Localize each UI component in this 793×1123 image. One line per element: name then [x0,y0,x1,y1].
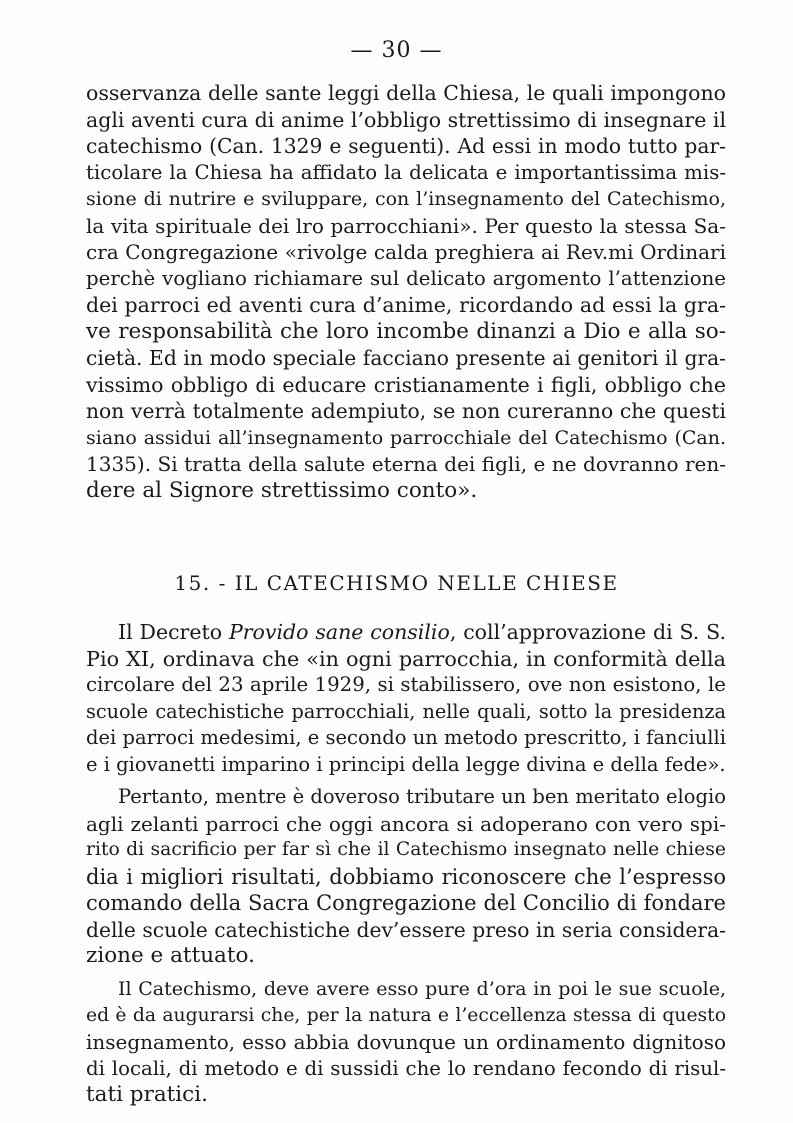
text-line: e i giovanetti imparino i principi della legge divina e della fede». [86,752,726,776]
paragraph-decreto [86,619,726,778]
text-line: vissimo obbligo di educare cristianamente i figli, obbligo che [86,372,726,397]
text-line: catechismo (Can. 1329 e seguenti). Ad essi in modo tutto par- [86,134,726,158]
text-line: Pio XI, ordinava che «in ogni parrocchia, in conformità della [86,646,726,671]
paragraph-catechismo [86,976,726,1109]
text-line: di locali, di metodo e di sussidi che lo rendano fecondo di risul- [86,1056,726,1080]
text-line: circolare del 23 aprile 1929, si stabilissero, ove non esistono, le [86,673,726,696]
text-line: dei parroci ed aventi cura d’anime, ricordando ad essi la gra- [86,293,726,317]
text-line: scuole catechistiche parrocchiali, nelle quali, sotto la presidenza [86,699,726,723]
text-line: agli zelanti parroci che oggi ancora si adoperano con vero spi- [86,811,726,836]
page-number: — 30 — [350,38,443,63]
text-line: dei parroci medesimi, e secondo un metodo prescritto, i fanciulli [86,726,726,749]
text-line: tati pratici. [86,1082,208,1107]
text-line: comando della Sacra Congregazione del Concilio di fondare [86,891,726,915]
text-line: ticolare la Chiesa ha affidato la delicata e importantissima mis- [86,160,726,184]
text-line: ve responsabilità che loro incombe dinanzi a Dio e alla so- [86,318,726,344]
paragraph-quotation-continuation [86,80,726,504]
text-line: cra Congregazione «rivolge calda preghiera ai Rev.mi Ordinari [86,240,726,264]
text-line: cietà. Ed in modo speciale facciano presente ai genitori il gra- [86,346,726,370]
text-line: 1335). Si tratta della salute eterna dei figli, e ne dovranno ren- [86,452,726,476]
text-line: osservanza delle sante leggi della Chiesa, le quali impongono [86,81,726,105]
text-line: non verrà totalmente adempiuto, se non cureranno che questi [86,399,726,423]
text-line: ed è da augurarsi che, per la natura e l’eccellenza stessa di questo [86,1004,726,1026]
text-line: dia i migliori risultati, dobbiamo riconoscere che l’espresso [86,864,726,889]
text-line [86,619,726,646]
text-line: dere al Signore strettissimo conto». [86,477,478,503]
text-line: la vita spirituale dei lro parrocchiani». Per questo la stessa Sa- [86,213,726,238]
paragraph-pertanto [86,784,726,970]
text-line: Il Catechismo, deve avere esso pure d’ora in poi le sue scuole, [118,978,726,1000]
text-line: rito di sacrificio per far sì che il Catechismo insegnato nelle chiese [86,839,726,860]
text-line: sione di nutrire e sviluppare, con l’insegnamento del Catechismo, [86,188,726,210]
section-heading: 15. - IL CATECHISMO NELLE CHIESE [174,571,619,595]
text-line: agli aventi cura di anime l’obbligo strettissimo di insegnare il [86,107,726,132]
text-fragment: Il Decreto [118,620,229,644]
text-line: Pertanto, mentre è doveroso tributare un ben meritato elogio [118,785,726,808]
decree-title-italic: Provido sane consilio [228,620,450,644]
text-fragment: , coll’approvazione di S. S. [449,620,726,644]
text-line: siano assidui all’insegnamento parrocchiale del Catechismo (Can. [86,426,726,449]
text-line: zione e attuato. [86,943,255,968]
text-line: perchè vogliano richiamare sul delicato argomento l’attenzione [86,266,726,290]
text-line: delle scuole catechistiche dev’essere preso in seria considera- [86,917,726,942]
text-line: insegnamento, esso abbia dovunque un ordinamento dignitoso [86,1030,726,1054]
